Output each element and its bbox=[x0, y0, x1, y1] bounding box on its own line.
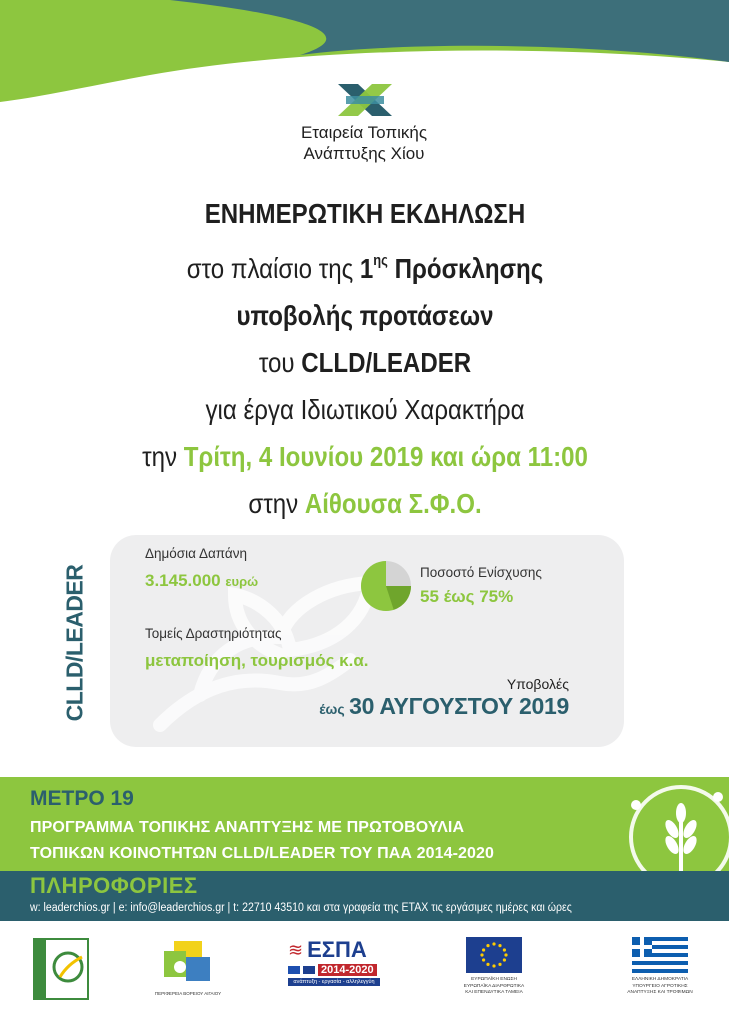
info-title: ΠΛΗΡΟΦΟΡΙΕΣ bbox=[30, 873, 198, 898]
headline-date-line bbox=[86, 433, 645, 480]
greek-ministry-caption-line2: ΥΠΟΥΡΓΕΙΟ ΑΓΡΟΤΙΚΗΣ bbox=[632, 983, 688, 989]
event-date: Τρίτη, 4 Ιουνίου 2019 και ώρα 11:00 bbox=[183, 441, 588, 472]
headline-call-line bbox=[86, 237, 645, 292]
contact-details: w: leaderchios.gr | e: info@leaderchios.gr | t: 22710 43510 και στα γραφεία της ΕΤΑΧ τις εργάσιμες ημέρες και ώρες bbox=[30, 902, 572, 914]
measure-line-2: ΤΟΠΙΚΩΝ ΚΟΙΝΟΤΗΤΩΝ CLLD/LEADER ΤΟΥ ΠΑΑ 2014-2020 bbox=[30, 845, 495, 862]
submissions-deadline bbox=[319, 693, 569, 720]
measure-line-1: ΠΡΟΓΡΑΜΜΑ ΤΟΠΙΚΗΣ ΑΝΑΠΤΥΞΗΣ ΜΕ ΠΡΩΤΟΒΟΥΛΙΑ bbox=[30, 819, 465, 836]
greek-ministry-caption-line1: ΕΛΛΗΝΙΚΗ ΔΗΜΟΚΡΑΤΙΑ bbox=[631, 977, 689, 982]
eu-flag-logo bbox=[466, 937, 522, 973]
wheat-circle-icon bbox=[606, 777, 729, 871]
aid-rate-value: 55 έως 75% bbox=[420, 587, 514, 606]
headline-projects-line: για έργα Ιδιωτικού Χαρακτήρα bbox=[205, 394, 525, 425]
card-side-label bbox=[60, 564, 90, 722]
public-spending-unit: ευρώ bbox=[225, 574, 259, 589]
greek-ministry-caption-line3: ΑΝΑΠΤΥΞΗΣ ΚΑΙ ΤΡΟΦΙΜΩΝ bbox=[627, 990, 693, 995]
organization-logo bbox=[330, 80, 400, 122]
headline-call-prefix: στο πλαίσιο της bbox=[186, 253, 360, 284]
public-spending-value bbox=[145, 571, 258, 591]
espa-symbol-icon: ≋ bbox=[288, 939, 304, 960]
headline-program-line bbox=[86, 339, 645, 386]
event-title: ΕΝΗΜΕΡΩΤΙΚΗ ΕΚΔΗΛΩΣΗ bbox=[204, 198, 526, 229]
espa-logo-text: ΕΣΠΑ bbox=[307, 937, 367, 962]
espa-slogan: ανάπτυξη - εργασία - αλληλεγγύη bbox=[288, 978, 380, 986]
submissions-prefix: έως bbox=[319, 701, 345, 717]
sponsor-logos-row bbox=[0, 921, 729, 1024]
event-headline bbox=[86, 190, 645, 527]
public-spending-label: Δημόσια Δαπάνη bbox=[145, 546, 247, 561]
eu-flag-mini-icon bbox=[303, 966, 315, 974]
aid-rate-pie-chart bbox=[360, 560, 412, 612]
eu-logo-caption-line1: ΕΥΡΩΠΑΪΚΗ ΕΝΩΣΗ bbox=[471, 977, 517, 982]
headline-venue-prefix: στην bbox=[248, 488, 305, 519]
espa-logo bbox=[288, 937, 380, 986]
greek-ministry-caption bbox=[614, 977, 706, 997]
measure-title: ΜΕΤΡΟ 19 bbox=[30, 787, 134, 810]
organization-name-line2: Ανάπτυξης Χίου bbox=[303, 144, 425, 163]
region-logo-caption: ΠΕΡΙΦΕΡΕΙΑ ΒΟΡΕΙΟΥ ΑΙΓΑΙΟΥ bbox=[154, 991, 222, 996]
sectors-value: μεταποίηση, τουρισμός κ.α. bbox=[145, 651, 369, 670]
headline-call-word: Πρόσκλησης bbox=[387, 253, 544, 284]
event-venue: Αίθουσα Σ.Φ.Ο. bbox=[304, 488, 482, 519]
organization-name bbox=[264, 122, 464, 164]
headline-program-name: CLLD/LEADER bbox=[301, 347, 472, 378]
submissions-date: 30 ΑΥΓΟΥΣΤΟΥ 2019 bbox=[349, 693, 569, 719]
region-north-aegean-logo bbox=[160, 937, 216, 989]
headline-venue-line bbox=[86, 480, 645, 527]
submissions-label: Υποβολές bbox=[506, 676, 569, 692]
card-side-label-text: CLLD/LEADER bbox=[61, 564, 88, 722]
headline-program-prefix: του bbox=[258, 347, 302, 378]
greek-flag-mini-icon bbox=[288, 966, 300, 974]
leader-logo bbox=[32, 937, 90, 1001]
headline-call-ordinal: ης bbox=[373, 252, 388, 269]
eu-logo-caption-line2: ΕΥΡΩΠΑΪΚΑ ΔΙΑΡΘΡΩΤΙΚΑ bbox=[463, 983, 525, 989]
greek-flag-logo bbox=[632, 937, 688, 973]
espa-years: 2014-2020 bbox=[318, 964, 377, 976]
headline-submissions-line: υποβολής προτάσεων bbox=[236, 300, 494, 331]
eu-logo-caption bbox=[448, 977, 540, 997]
aid-rate-label: Ποσοστό Ενίσχυσης bbox=[420, 565, 542, 580]
eu-logo-caption-line3: ΚΑΙ ΕΠΕΝΔΥΤΙΚΑ ΤΑΜΕΙΑ bbox=[465, 990, 523, 995]
headline-call-number: 1 bbox=[359, 253, 374, 284]
leader-logo-text: LEADER bbox=[21, 952, 27, 977]
sectors-label: Τομείς Δραστηριότητας bbox=[145, 626, 282, 641]
public-spending-amount: 3.145.000 bbox=[145, 571, 221, 590]
organization-name-line1: Εταιρεία Τοπικής bbox=[300, 123, 428, 142]
headline-date-prefix: την bbox=[142, 441, 184, 472]
